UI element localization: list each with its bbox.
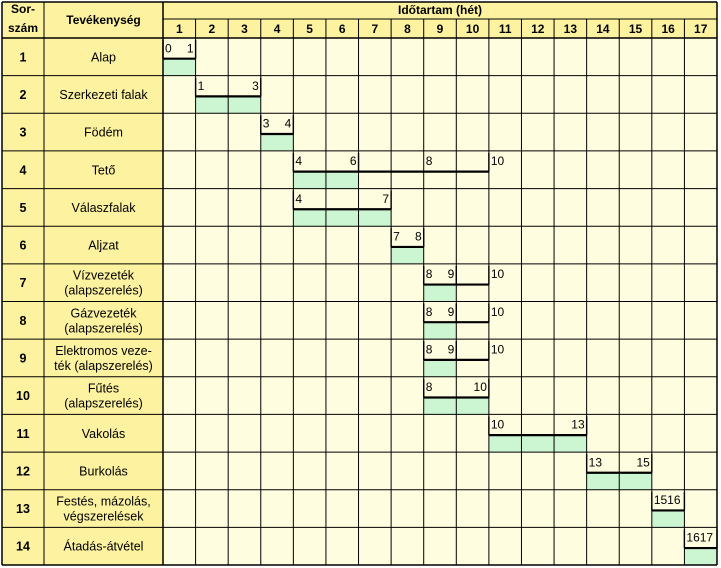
week-label: 8: [415, 229, 422, 244]
week-label: 4: [284, 116, 292, 131]
task-bar: [424, 322, 457, 339]
week-label: 10: [473, 380, 487, 395]
week-label: 9: [447, 304, 455, 319]
task-bar: [293, 209, 391, 226]
week-label: 0: [165, 41, 172, 56]
activity-label: Aljzat: [88, 238, 119, 253]
task-bar: [391, 247, 424, 264]
row-number: 8: [19, 313, 27, 328]
activity-label: (alapszerelés): [64, 396, 143, 411]
activity-label: Fűtés: [87, 381, 120, 396]
activity-label: (alapszerelés): [64, 321, 143, 336]
activity-label: Gázvezeték: [70, 306, 137, 321]
task-bar: [489, 435, 587, 452]
week-number-8: 8: [404, 22, 411, 36]
col-num-header-line2: szám: [7, 21, 39, 35]
activity-label: végszerelések: [63, 509, 144, 524]
week-label: 8: [425, 304, 433, 319]
col-duration-header: Időtartam (hét): [398, 3, 482, 17]
week-label: 1617: [686, 530, 714, 545]
task-bar: [652, 510, 685, 527]
week-label: 8: [425, 380, 433, 395]
week-number-4: 4: [273, 22, 281, 36]
row-number: 1: [19, 50, 27, 65]
week-number-3: 3: [241, 22, 248, 36]
task-bar: [684, 548, 717, 565]
row-number: 7: [19, 276, 27, 291]
week-label: 1: [197, 78, 205, 93]
week-label: 4: [295, 191, 303, 206]
task-bar: [424, 285, 457, 302]
row-number: 14: [16, 539, 30, 554]
week-label: 7: [382, 191, 390, 206]
row-number: 5: [19, 200, 27, 215]
activity-label: Burkolás: [79, 464, 128, 479]
week-label: 7: [393, 229, 400, 244]
week-label: 3: [262, 116, 270, 131]
activity-label: Tető: [91, 163, 116, 178]
activity-label: Vízvezeték: [72, 268, 135, 283]
row-number: 10: [16, 389, 30, 404]
week-label: 6: [349, 154, 357, 169]
week-label: 10: [490, 154, 505, 169]
week-number-11: 11: [498, 22, 512, 36]
week-number-7: 7: [371, 22, 379, 36]
week-label: 4: [295, 154, 303, 169]
week-label: 13: [588, 455, 603, 470]
activity-label: Válaszfalak: [71, 200, 136, 215]
week-label: 1516: [653, 493, 681, 508]
week-number-9: 9: [436, 22, 444, 36]
activity-label: Elektromos veze-: [55, 343, 152, 358]
week-number-15: 15: [628, 22, 643, 36]
activity-label: ték (alapszerelés): [54, 358, 153, 373]
activity-label: Alap: [90, 50, 117, 65]
week-label: 8: [425, 154, 433, 169]
week-number-16: 16: [661, 22, 675, 36]
week-number-6: 6: [338, 22, 346, 36]
week-label: 1: [186, 41, 194, 56]
activity-label: Födém: [84, 125, 123, 140]
week-number-10: 10: [465, 22, 480, 36]
row-number: 9: [19, 351, 27, 366]
row-number: 12: [16, 464, 30, 479]
week-label: 10: [490, 342, 505, 357]
week-label: 8: [425, 342, 433, 357]
activity-label: Átadás-átvétel: [63, 539, 144, 554]
task-bar: [163, 59, 196, 76]
week-number-2: 2: [208, 22, 216, 36]
week-number-1: 1: [175, 22, 183, 36]
week-label: 13: [571, 417, 585, 432]
col-activity-header: Tevékenység: [66, 13, 141, 27]
week-number-13: 13: [563, 22, 578, 36]
col-num-header-line1: Sor-: [11, 2, 35, 16]
activity-label: (alapszerelés): [64, 283, 143, 298]
week-number-12: 12: [531, 22, 545, 36]
activity-label: Szerkezeti falak: [59, 87, 148, 102]
row-number: 11: [16, 426, 30, 441]
week-number-5: 5: [306, 22, 313, 36]
week-label: 9: [447, 267, 455, 282]
week-label: 10: [490, 267, 505, 282]
row-number: 3: [19, 125, 27, 140]
row-number: 4: [19, 163, 27, 178]
task-bar: [424, 360, 457, 377]
week-label: 8: [425, 267, 433, 282]
activity-label: Vakolás: [81, 426, 126, 441]
week-label: 3: [252, 78, 259, 93]
week-label: 9: [447, 342, 455, 357]
week-number-14: 14: [596, 22, 610, 36]
week-number-17: 17: [694, 22, 708, 36]
row-number: 6: [19, 238, 27, 253]
task-bar: [261, 134, 294, 151]
week-label: 10: [490, 304, 505, 319]
activity-label: Festés, mázolás,: [56, 494, 151, 509]
row-number: 13: [16, 502, 30, 517]
row-number: 2: [19, 87, 27, 102]
week-label: 15: [636, 455, 650, 470]
week-label: 10: [490, 417, 505, 432]
